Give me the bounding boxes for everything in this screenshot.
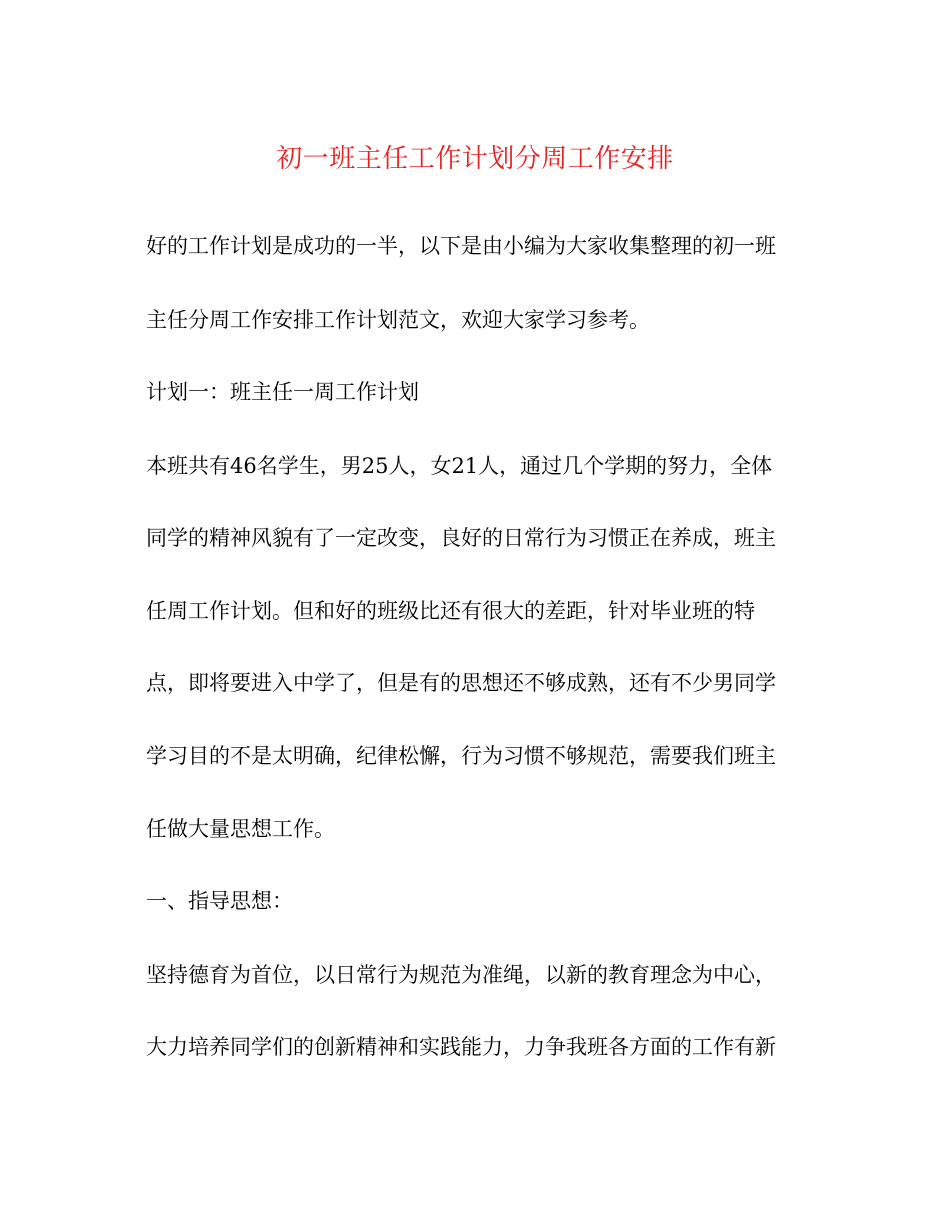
paragraph-line: 任做大量思想工作。 xyxy=(146,817,335,841)
paragraph-line: 坚持德育为首位，以日常行为规范为准绳，以新的教育理念为中心， xyxy=(146,963,776,987)
paragraph-line: 大力培养同学们的创新精神和实践能力，力争我班各方面的工作有新 xyxy=(146,1035,776,1059)
paragraph-line: 点，即将要进入中学了，但是有的思想还不够成熟，还有不少男同学 xyxy=(146,671,776,695)
paragraph-line: 同学的精神风貌有了一定改变，良好的日常行为习惯正在养成，班主 xyxy=(146,526,776,550)
paragraph-line: 本班共有46名学生，男25人，女21人，通过几个学期的努力，全体 xyxy=(146,454,773,478)
document-title: 初一班主任工作计划分周工作安排 xyxy=(276,144,674,174)
section-heading: 计划一：班主任一周工作计划 xyxy=(146,380,419,404)
paragraph-line: 主任分周工作安排工作计划范文，欢迎大家学习参考。 xyxy=(146,308,650,332)
paragraph-line: 学习目的不是太明确，纪律松懈，行为习惯不够规范，需要我们班主 xyxy=(146,744,776,768)
paragraph-line: 好的工作计划是成功的一半，以下是由小编为大家收集整理的初一班 xyxy=(146,234,776,258)
paragraph-line: 任周工作计划。但和好的班级比还有很大的差距，针对毕业班的特 xyxy=(146,599,755,623)
section-heading: 一、指导思想： xyxy=(146,889,293,913)
